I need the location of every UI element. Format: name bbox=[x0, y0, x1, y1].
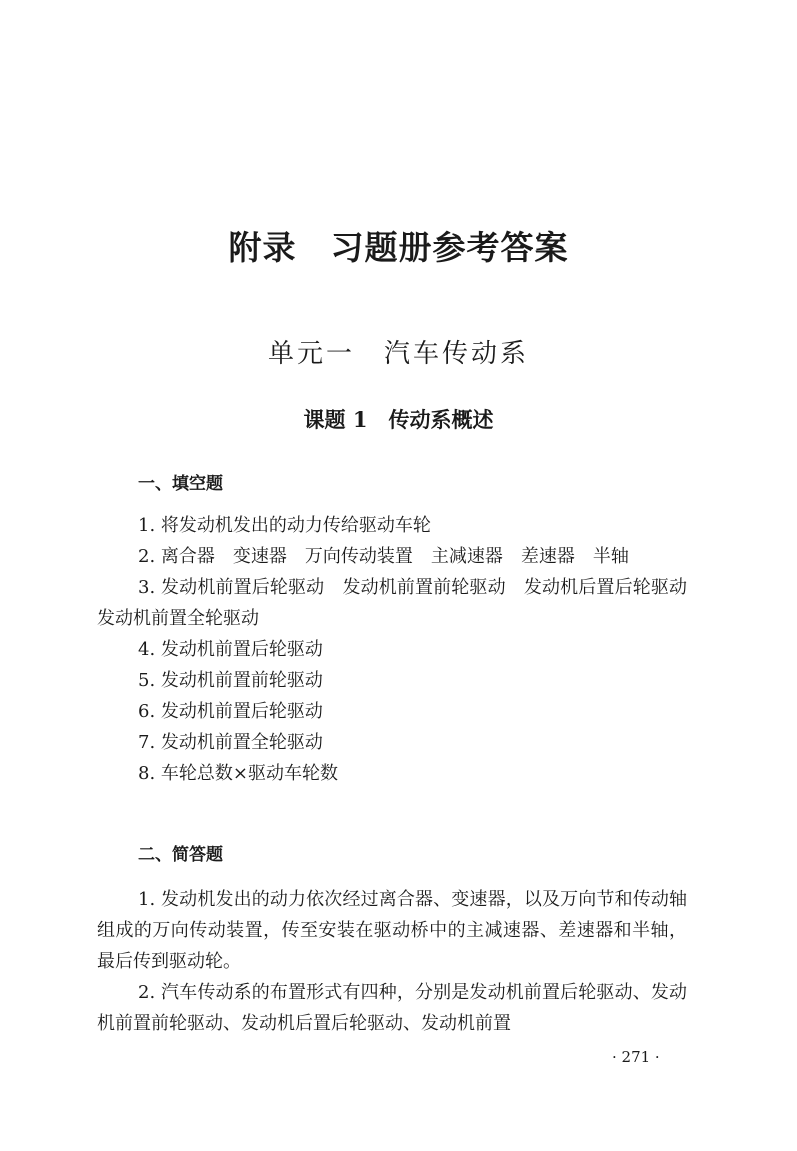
short-answer-2: 2. 汽车传动系的布置形式有四种，分别是发动机前置后轮驱动、发动机前置前轮驱动、发动机后置后轮驱动、发动机前置 bbox=[97, 982, 687, 1034]
short-answer-heading: 二、简答题 bbox=[138, 845, 223, 865]
fill-in-heading: 一、填空题 bbox=[138, 474, 223, 494]
fill-in-answer-4: 4. 发动机前置后轮驱动 bbox=[138, 639, 323, 660]
fill-in-answer-2: 2. 离合器 变速器 万向传动装置 主减速器 差速器 半轴 bbox=[138, 546, 629, 567]
fill-in-answer-5: 5. 发动机前置前轮驱动 bbox=[138, 670, 323, 691]
fill-in-answer-7: 7. 发动机前置全轮驱动 bbox=[138, 732, 323, 753]
short-answer-answers bbox=[97, 884, 687, 1039]
short-answer-1: 1. 发动机发出的动力依次经过离合器、变速器，以及万向节和传动轴组成的万向传动装置，传至安装在驱动桥中的主减速器、差速器和半轴，最后传到驱动轮。 bbox=[97, 889, 687, 972]
fill-in-answers bbox=[97, 510, 705, 789]
unit-title: 单元一 汽车传动系 bbox=[267, 339, 529, 369]
fill-in-answer-3: 3. 发动机前置后轮驱动 发动机前置前轮驱动 发动机后置后轮驱动 发动机前置全轮驱动 bbox=[97, 577, 705, 629]
lesson-title: 课题 1 传动系概述 bbox=[303, 407, 494, 432]
appendix-title: 附录 习题册参考答案 bbox=[228, 228, 569, 267]
fill-in-answer-8: 8. 车轮总数×驱动车轮数 bbox=[138, 763, 338, 784]
page-number: · 271 · bbox=[612, 1048, 660, 1066]
fill-in-answer-6: 6. 发动机前置后轮驱动 bbox=[138, 701, 323, 722]
fill-in-answer-1: 1. 将发动机发出的动力传给驱动车轮 bbox=[138, 515, 431, 536]
